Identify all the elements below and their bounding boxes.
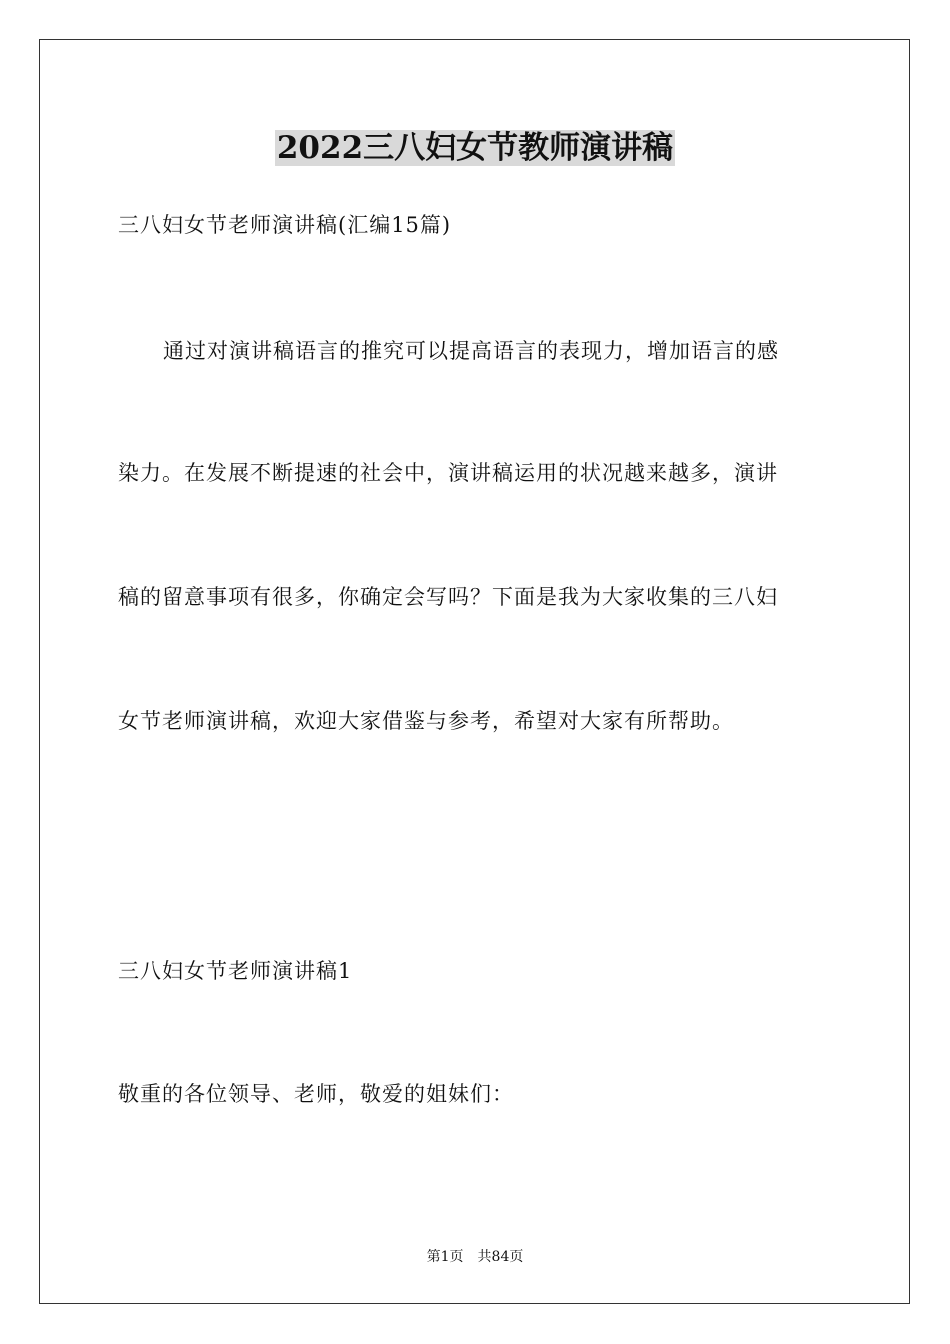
page-footer [0,1247,950,1267]
intro-paragraph-line: 染力。在发展不断提速的社会中，演讲稿运用的状况越来越多，演讲 [118,461,778,485]
document-title-text: 2022三八妇女节教师演讲稿 [276,130,674,166]
intro-paragraph-line: 女节老师演讲稿，欢迎大家借鉴与参考，希望对大家有所帮助。 [118,709,734,733]
document-title [0,126,950,170]
total-pages: 共84页 [477,1249,524,1265]
intro-paragraph-line: 通过对演讲稿语言的推究可以提高语言的表现力，增加语言的感 [163,339,779,363]
page-number: 第1页 [426,1249,464,1265]
section-heading: 三八妇女节老师演讲稿1 [118,959,353,983]
salutation: 敬重的各位领导、老师，敬爱的姐妹们： [118,1082,514,1106]
document-subtitle: 三八妇女节老师演讲稿(汇编15篇) [118,213,452,237]
intro-paragraph-line: 稿的留意事项有很多，你确定会写吗？下面是我为大家收集的三八妇 [118,585,778,609]
